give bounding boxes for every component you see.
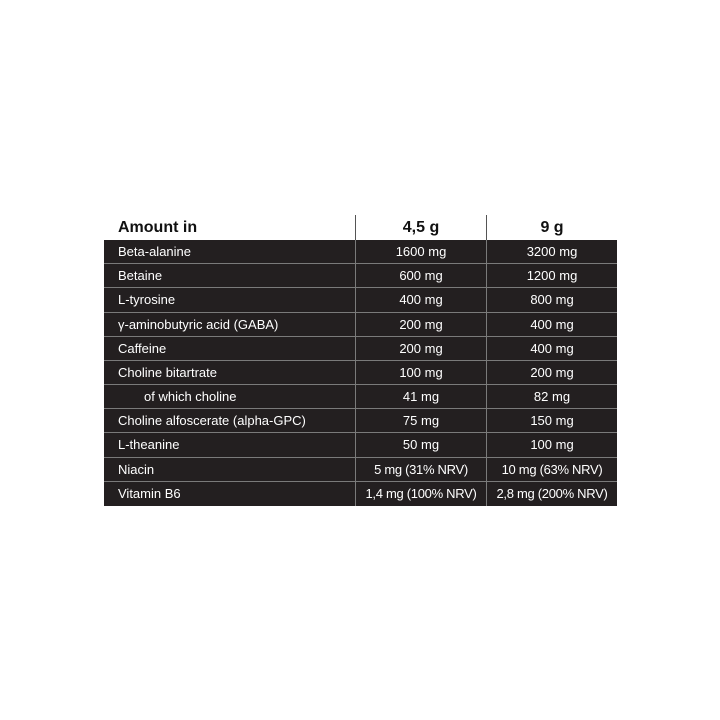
table-row <box>104 433 617 457</box>
ingredient-name: L-theanine <box>118 437 180 453</box>
ingredient-name: Niacin <box>118 461 155 477</box>
ingredient-name: Betaine <box>118 268 163 284</box>
table-row <box>104 361 617 385</box>
amount-serving-2: 800 mg <box>486 288 617 311</box>
table-row <box>104 288 617 312</box>
header-label: Amount in <box>118 218 198 236</box>
amount-serving-1: 1,4 mg (100% NRV) <box>355 482 486 506</box>
nutrition-table <box>104 215 617 506</box>
ingredient-name: of which choline <box>144 389 237 405</box>
table-header <box>104 215 617 240</box>
amount-serving-1: 1600 mg <box>355 240 486 263</box>
amount-serving-1: 75 mg <box>355 409 486 432</box>
amount-serving-2: 2,8 mg (200% NRV) <box>486 482 617 506</box>
ingredient-name: γ-aminobutyric acid (GABA) <box>118 316 279 332</box>
ingredient-name: L-tyrosine <box>118 292 176 308</box>
amount-serving-1: 600 mg <box>355 264 486 287</box>
amount-serving-1: 5 mg (31% NRV) <box>355 458 486 481</box>
table-row <box>104 385 617 409</box>
amount-serving-2: 200 mg <box>486 361 617 384</box>
amount-serving-1: 41 mg <box>355 385 486 408</box>
ingredient-name: Vitamin B6 <box>118 486 181 502</box>
amount-serving-1: 200 mg <box>355 313 486 336</box>
header-col-serving-1: 4,5 g <box>355 215 486 240</box>
table-row <box>104 337 617 361</box>
table-row <box>104 313 617 337</box>
amount-serving-1: 400 mg <box>355 288 486 311</box>
amount-serving-1: 50 mg <box>355 433 486 456</box>
header-col-serving-2: 9 g <box>486 215 617 240</box>
amount-serving-2: 3200 mg <box>486 240 617 263</box>
amount-serving-2: 400 mg <box>486 337 617 360</box>
table-body <box>104 240 617 506</box>
amount-serving-2: 10 mg (63% NRV) <box>486 458 617 481</box>
table-row <box>104 264 617 288</box>
ingredient-name: Caffeine <box>118 340 167 356</box>
ingredient-name: Beta-alanine <box>118 244 191 260</box>
table-row <box>104 409 617 433</box>
amount-serving-2: 100 mg <box>486 433 617 456</box>
amount-serving-1: 100 mg <box>355 361 486 384</box>
amount-serving-2: 150 mg <box>486 409 617 432</box>
table-row <box>104 458 617 482</box>
amount-serving-2: 82 mg <box>486 385 617 408</box>
amount-serving-1: 200 mg <box>355 337 486 360</box>
amount-serving-2: 1200 mg <box>486 264 617 287</box>
table-row <box>104 482 617 506</box>
amount-serving-2: 400 mg <box>486 313 617 336</box>
ingredient-name: Choline alfoscerate (alpha-GPC) <box>118 413 306 429</box>
table-row <box>104 240 617 264</box>
ingredient-name: Choline bitartrate <box>118 364 217 380</box>
